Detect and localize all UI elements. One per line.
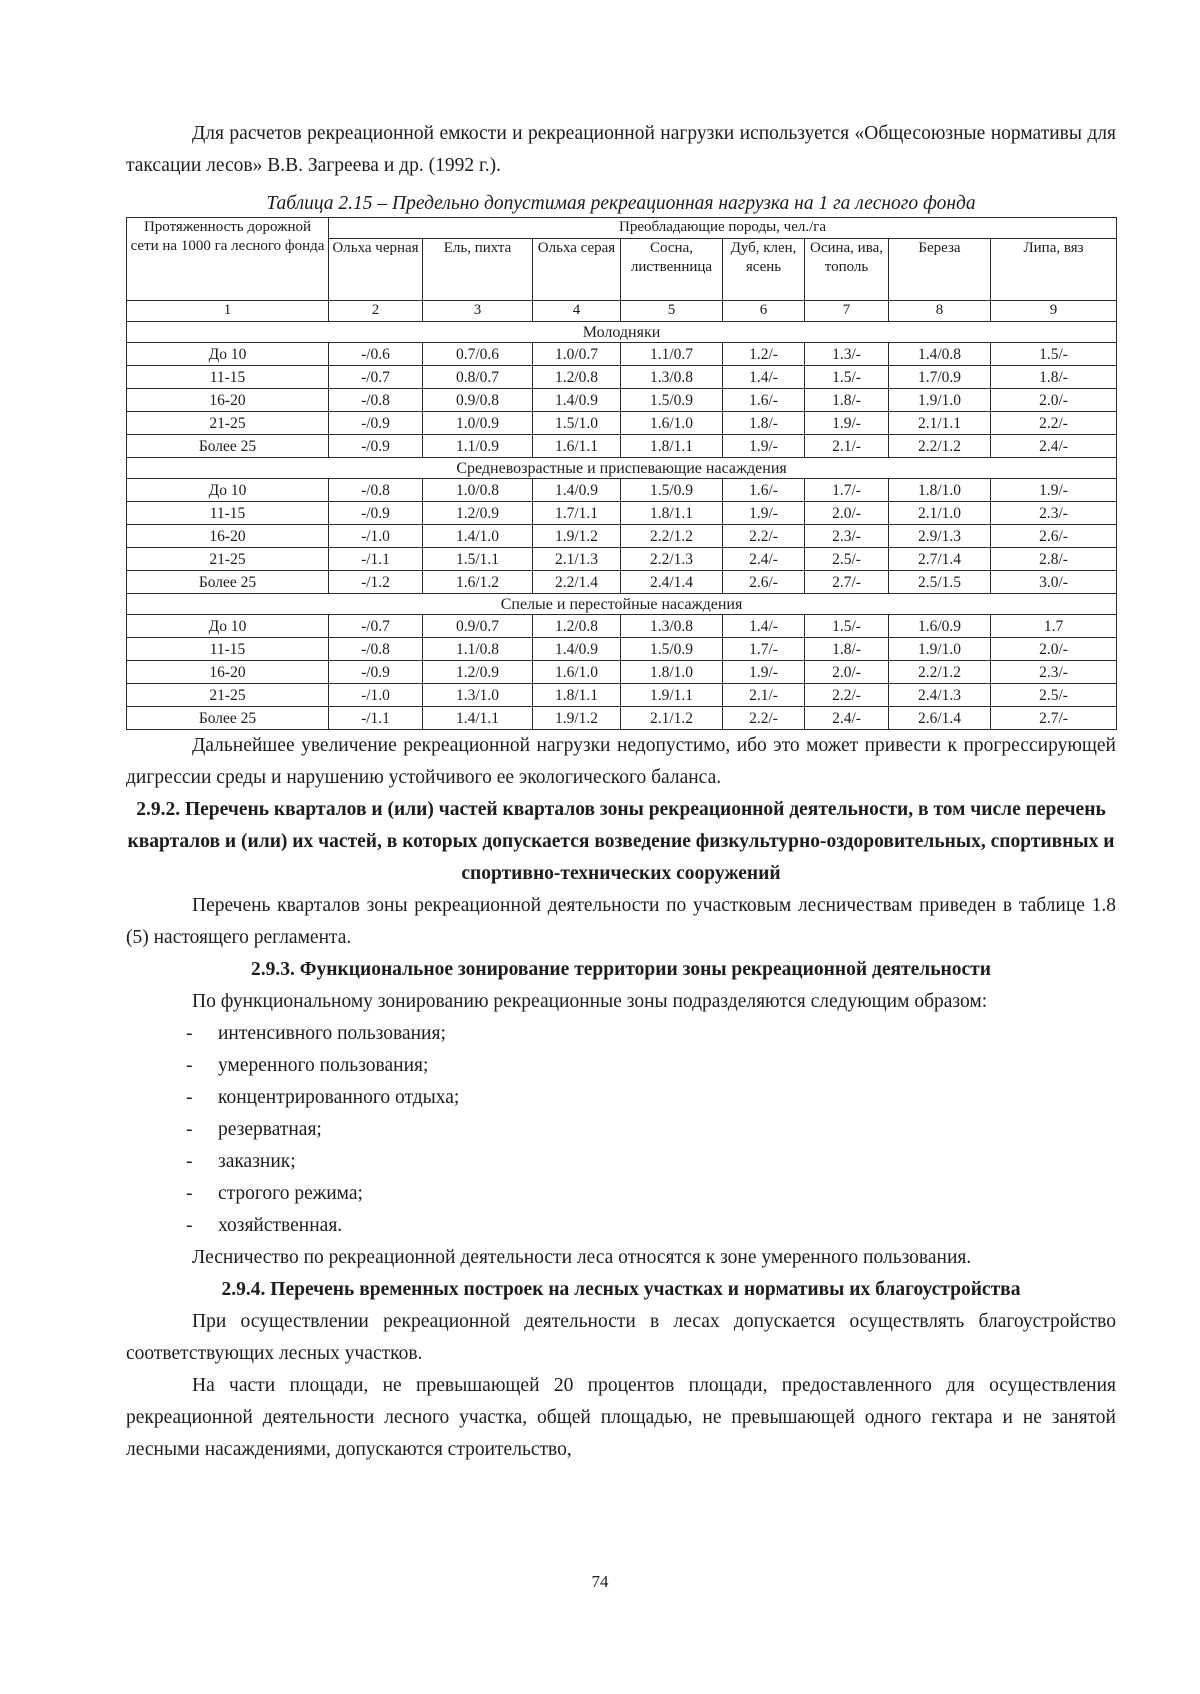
- table-cell: 1.4/0.9: [533, 638, 621, 661]
- table-cell: 2.0/-: [991, 389, 1117, 412]
- table-cell: 1.6/1.0: [533, 661, 621, 684]
- table-row: [127, 571, 1117, 594]
- table-row: [127, 638, 1117, 661]
- header-species-group: Преобладающие породы, чел./га: [329, 218, 1117, 239]
- list-bullet: -: [186, 1151, 193, 1172]
- header-species: Ольха серая: [533, 239, 621, 301]
- table-cell: 1.4/0.8: [889, 343, 991, 366]
- column-number: 8: [889, 301, 991, 322]
- list-item: [186, 1050, 1116, 1082]
- table-cell: 1.2/0.9: [423, 502, 533, 525]
- table-cell: 1.8/1.0: [621, 661, 723, 684]
- table-cell: 2.0/-: [805, 661, 889, 684]
- header-species: Береза: [889, 239, 991, 301]
- table-row: [127, 343, 1117, 366]
- table-cell: 1.7/1.1: [533, 502, 621, 525]
- table-cell: 2.4/1.4: [621, 571, 723, 594]
- table-cell: 3.0/-: [991, 571, 1117, 594]
- table-cell: 1.5/-: [991, 343, 1117, 366]
- list-bullet: -: [186, 1087, 193, 1108]
- table-cell: 2.4/-: [805, 707, 889, 730]
- table-cell: -/0.9: [329, 435, 423, 458]
- table-cell: 2.2/-: [723, 707, 805, 730]
- table-cell: -/0.8: [329, 389, 423, 412]
- table-row: [127, 707, 1117, 730]
- table-section-row: [127, 594, 1117, 615]
- table-row: [127, 435, 1117, 458]
- table-cell: 0.9/0.7: [423, 615, 533, 638]
- table-cell: 1.7/0.9: [889, 366, 991, 389]
- table-cell: 1.6/0.9: [889, 615, 991, 638]
- row-label: 11-15: [127, 502, 329, 525]
- table-cell: 2.2/1.4: [533, 571, 621, 594]
- header-species: Сосна, лиственница: [621, 239, 723, 301]
- table-cell: 2.2/-: [991, 412, 1117, 435]
- table-cell: 1.3/-: [805, 343, 889, 366]
- list-item: [186, 1018, 1116, 1050]
- table-cell: 1.4/0.9: [533, 389, 621, 412]
- table-cell: 1.7: [991, 615, 1117, 638]
- list-item-text: интенсивного пользования;: [218, 1023, 446, 1044]
- row-label: До 10: [127, 343, 329, 366]
- table-cell: 1.9/1.0: [889, 638, 991, 661]
- paragraph-2-9-2: Перечень кварталов зоны рекреационной деятельности по участковым лесничествам приведен в таблице 1.8 (5) настоящего регламента.: [126, 895, 1116, 948]
- table-row: [127, 389, 1117, 412]
- table-cell: 1.2/0.8: [533, 615, 621, 638]
- list-item: [186, 1210, 1116, 1242]
- table-body: [127, 322, 1117, 730]
- table-row: [127, 412, 1117, 435]
- table-row: [127, 615, 1117, 638]
- table-cell: 2.4/-: [991, 435, 1117, 458]
- list-item: [186, 1082, 1116, 1114]
- table-cell: 2.2/1.3: [621, 548, 723, 571]
- table-cell: 2.5/1.5: [889, 571, 991, 594]
- paragraph-2-9-4-2: На части площади, не превышающей 20 процентов площади, предоставленного для осуществления рекреационной деятельности лесного участка, общей площадью, не превышающей одного гектара и не занятой лесными насаждениями, допускаются строительство,: [126, 1375, 1116, 1460]
- recreation-load-table: [126, 217, 1117, 730]
- table-cell: 1.0/0.8: [423, 479, 533, 502]
- table-cell: 1.6/-: [723, 479, 805, 502]
- table-cell: 1.5/-: [805, 366, 889, 389]
- zone-list: [126, 1018, 1116, 1242]
- table-cell: 1.8/-: [805, 389, 889, 412]
- header-network-length: Протяженность дорожной сети на 1000 га лесного фонда: [127, 218, 329, 301]
- list-bullet: -: [186, 1023, 193, 1044]
- table-cell: 1.2/0.8: [533, 366, 621, 389]
- table-cell: 1.7/-: [723, 638, 805, 661]
- list-item: [186, 1178, 1116, 1210]
- paragraph-2-9-3: По функциональному зонированию рекреационные зоны подразделяются следующим образом:: [192, 991, 988, 1012]
- table-cell: 1.9/-: [723, 435, 805, 458]
- header-species: Осина, ива, тополь: [805, 239, 889, 301]
- table-cell: -/0.6: [329, 343, 423, 366]
- table-cell: 2.7/-: [991, 707, 1117, 730]
- list-item-text: заказник;: [218, 1151, 296, 1172]
- list-item: [186, 1114, 1116, 1146]
- table-cell: 2.0/-: [805, 502, 889, 525]
- list-item-text: хозяйственная.: [218, 1215, 343, 1236]
- table-cell: -/1.0: [329, 684, 423, 707]
- column-number: 5: [621, 301, 723, 322]
- table-cell: 2.1/1.1: [889, 412, 991, 435]
- document-page: [126, 118, 1116, 1466]
- intro-paragraph: Для расчетов рекреационной емкости и рекреационной нагрузки используется «Общесоюзные нормативы для таксации лесов» В.В. Загреева и др. (1992 г.).: [126, 123, 1116, 176]
- table-cell: -/1.1: [329, 707, 423, 730]
- row-label: 21-25: [127, 412, 329, 435]
- table-cell: 1.5/-: [805, 615, 889, 638]
- table-cell: 2.2/1.2: [621, 525, 723, 548]
- table-cell: 1.9/1.2: [533, 525, 621, 548]
- row-label: До 10: [127, 479, 329, 502]
- table-cell: 2.6/1.4: [889, 707, 991, 730]
- table-cell: -/0.7: [329, 366, 423, 389]
- header-species: Ель, пихта: [423, 239, 533, 301]
- table-cell: 1.1/0.7: [621, 343, 723, 366]
- table-cell: 1.4/1.1: [423, 707, 533, 730]
- table-row: [127, 661, 1117, 684]
- column-numbers-row: [127, 301, 1117, 322]
- column-number: 1: [127, 301, 329, 322]
- paragraph-2-9-3-after: Лесничество по рекреационной деятельности леса относятся к зоне умеренного пользования.: [192, 1247, 972, 1268]
- table-cell: 2.1/-: [723, 684, 805, 707]
- table-cell: 1.3/1.0: [423, 684, 533, 707]
- table-cell: 1.4/-: [723, 615, 805, 638]
- table-cell: 1.9/-: [805, 412, 889, 435]
- table-cell: 2.7/-: [805, 571, 889, 594]
- table-caption: Таблица 2.15 – Предельно допустимая рекреационная нагрузка на 1 га лесного фонда: [266, 193, 976, 214]
- page-number: 74: [591, 1572, 609, 1591]
- table-cell: 1.2/-: [723, 343, 805, 366]
- row-label: До 10: [127, 615, 329, 638]
- table-cell: 2.1/1.3: [533, 548, 621, 571]
- table-cell: 1.3/0.8: [621, 366, 723, 389]
- table-cell: 1.4/-: [723, 366, 805, 389]
- table-cell: 1.8/1.1: [621, 435, 723, 458]
- table-cell: 1.8/-: [805, 638, 889, 661]
- table-cell: 1.1/0.9: [423, 435, 533, 458]
- table-cell: 1.8/1.1: [533, 684, 621, 707]
- table-row: [127, 502, 1117, 525]
- table-cell: 2.0/-: [991, 638, 1117, 661]
- list-item: [186, 1146, 1116, 1178]
- table-cell: 1.5/0.9: [621, 638, 723, 661]
- table-cell: 1.7/-: [805, 479, 889, 502]
- list-bullet: -: [186, 1119, 193, 1140]
- table-cell: -/0.9: [329, 412, 423, 435]
- table-cell: 2.1/1.0: [889, 502, 991, 525]
- table-cell: 2.3/-: [991, 661, 1117, 684]
- table-cell: 2.1/1.2: [621, 707, 723, 730]
- row-label: 16-20: [127, 661, 329, 684]
- table-cell: 2.3/-: [991, 502, 1117, 525]
- row-label: 16-20: [127, 389, 329, 412]
- table-cell: 1.0/0.9: [423, 412, 533, 435]
- table-row: [127, 548, 1117, 571]
- list-bullet: -: [186, 1215, 193, 1236]
- table-cell: 2.9/1.3: [889, 525, 991, 548]
- table-cell: 2.2/-: [805, 684, 889, 707]
- row-label: 16-20: [127, 525, 329, 548]
- table-row: [127, 366, 1117, 389]
- table-cell: 1.6/-: [723, 389, 805, 412]
- header-species: Дуб, клен, ясень: [723, 239, 805, 301]
- heading-2-9-4: 2.9.4. Перечень временных построек на лесных участках и нормативы их благоустройства: [221, 1279, 1021, 1300]
- table-cell: 0.7/0.6: [423, 343, 533, 366]
- table-cell: -/1.0: [329, 525, 423, 548]
- table-cell: 2.5/-: [805, 548, 889, 571]
- row-label: Более 25: [127, 571, 329, 594]
- header-species: Ольха черная: [329, 239, 423, 301]
- heading-2-9-2: 2.9.2. Перечень кварталов и (или) частей кварталов зоны рекреационной деятельности, в том числе перечень кварталов и (или) их частей, в которых допускается возведение физкультурно-оздоровительных, спортивных и спортивно-технических сооружений: [127, 799, 1115, 884]
- table-cell: 2.3/-: [805, 525, 889, 548]
- table-cell: 1.0/0.7: [533, 343, 621, 366]
- table-cell: 2.8/-: [991, 548, 1117, 571]
- table-cell: 1.9/-: [991, 479, 1117, 502]
- table-cell: 2.7/1.4: [889, 548, 991, 571]
- table-section-row: [127, 458, 1117, 479]
- table-cell: 2.6/-: [991, 525, 1117, 548]
- table-cell: 1.8/1.1: [621, 502, 723, 525]
- table-cell: 2.2/1.2: [889, 661, 991, 684]
- table-cell: 1.1/0.8: [423, 638, 533, 661]
- table-cell: 1.8/-: [991, 366, 1117, 389]
- table-cell: 0.9/0.8: [423, 389, 533, 412]
- table-cell: 1.4/1.0: [423, 525, 533, 548]
- list-item-text: концентрированного отдыха;: [218, 1087, 460, 1108]
- table-cell: 1.9/1.1: [621, 684, 723, 707]
- table-cell: 1.9/1.2: [533, 707, 621, 730]
- table-cell: 2.1/-: [805, 435, 889, 458]
- row-label: 21-25: [127, 548, 329, 571]
- table-cell: -/0.7: [329, 615, 423, 638]
- column-number: 4: [533, 301, 621, 322]
- table-cell: 1.5/1.1: [423, 548, 533, 571]
- paragraph-2-9-4-1: При осуществлении рекреационной деятельности в лесах допускается осуществлять благоустройство соответствующих лесных участков.: [126, 1311, 1116, 1364]
- list-item-text: строгого режима;: [218, 1183, 363, 1204]
- row-label: 21-25: [127, 684, 329, 707]
- table-row: [127, 684, 1117, 707]
- table-cell: 1.8/-: [723, 412, 805, 435]
- column-number: 2: [329, 301, 423, 322]
- table-cell: 1.6/1.2: [423, 571, 533, 594]
- table-cell: 2.4/1.3: [889, 684, 991, 707]
- table-cell: 1.8/1.0: [889, 479, 991, 502]
- section-title: Средневозрастные и приспевающие насаждения: [127, 458, 1117, 479]
- table-cell: 1.9/-: [723, 502, 805, 525]
- table-cell: 0.8/0.7: [423, 366, 533, 389]
- column-number: 6: [723, 301, 805, 322]
- table-cell: 1.3/0.8: [621, 615, 723, 638]
- section-title: Молодняки: [127, 322, 1117, 343]
- table-cell: 1.4/0.9: [533, 479, 621, 502]
- section-title: Спелые и перестойные насаждения: [127, 594, 1117, 615]
- table-cell: 1.9/1.0: [889, 389, 991, 412]
- table-cell: 1.6/1.1: [533, 435, 621, 458]
- row-label: 11-15: [127, 366, 329, 389]
- table-cell: -/0.9: [329, 502, 423, 525]
- column-number: 3: [423, 301, 533, 322]
- row-label: Более 25: [127, 707, 329, 730]
- column-number: 9: [991, 301, 1117, 322]
- table-cell: 1.6/1.0: [621, 412, 723, 435]
- table-cell: 1.5/1.0: [533, 412, 621, 435]
- header-species: Липа, вяз: [991, 239, 1117, 301]
- list-item-text: резерватная;: [218, 1119, 322, 1140]
- table-cell: 2.5/-: [991, 684, 1117, 707]
- table-cell: 1.9/-: [723, 661, 805, 684]
- row-label: Более 25: [127, 435, 329, 458]
- table-cell: -/0.9: [329, 661, 423, 684]
- table-cell: -/0.8: [329, 638, 423, 661]
- list-bullet: -: [186, 1183, 193, 1204]
- table-row: [127, 525, 1117, 548]
- table-cell: 2.2/-: [723, 525, 805, 548]
- table-cell: 1.2/0.9: [423, 661, 533, 684]
- table-row: [127, 479, 1117, 502]
- after-table-paragraph: Дальнейшее увеличение рекреационной нагрузки недопустимо, ибо это может привести к прогрессирующей дигрессии среды и нарушению устойчивого ее экологического баланса.: [126, 735, 1116, 788]
- list-item-text: умеренного пользования;: [218, 1055, 429, 1076]
- heading-2-9-3: 2.9.3. Функциональное зонирование территории зоны рекреационной деятельности: [251, 959, 991, 980]
- table-cell: 2.2/1.2: [889, 435, 991, 458]
- table-cell: 1.5/0.9: [621, 389, 723, 412]
- table-cell: -/1.2: [329, 571, 423, 594]
- table-cell: 1.5/0.9: [621, 479, 723, 502]
- column-number: 7: [805, 301, 889, 322]
- table-cell: -/0.8: [329, 479, 423, 502]
- table-cell: -/1.1: [329, 548, 423, 571]
- table-header: [127, 218, 1117, 322]
- table-section-row: [127, 322, 1117, 343]
- table-cell: 2.4/-: [723, 548, 805, 571]
- table-cell: 2.6/-: [723, 571, 805, 594]
- row-label: 11-15: [127, 638, 329, 661]
- list-bullet: -: [186, 1055, 193, 1076]
